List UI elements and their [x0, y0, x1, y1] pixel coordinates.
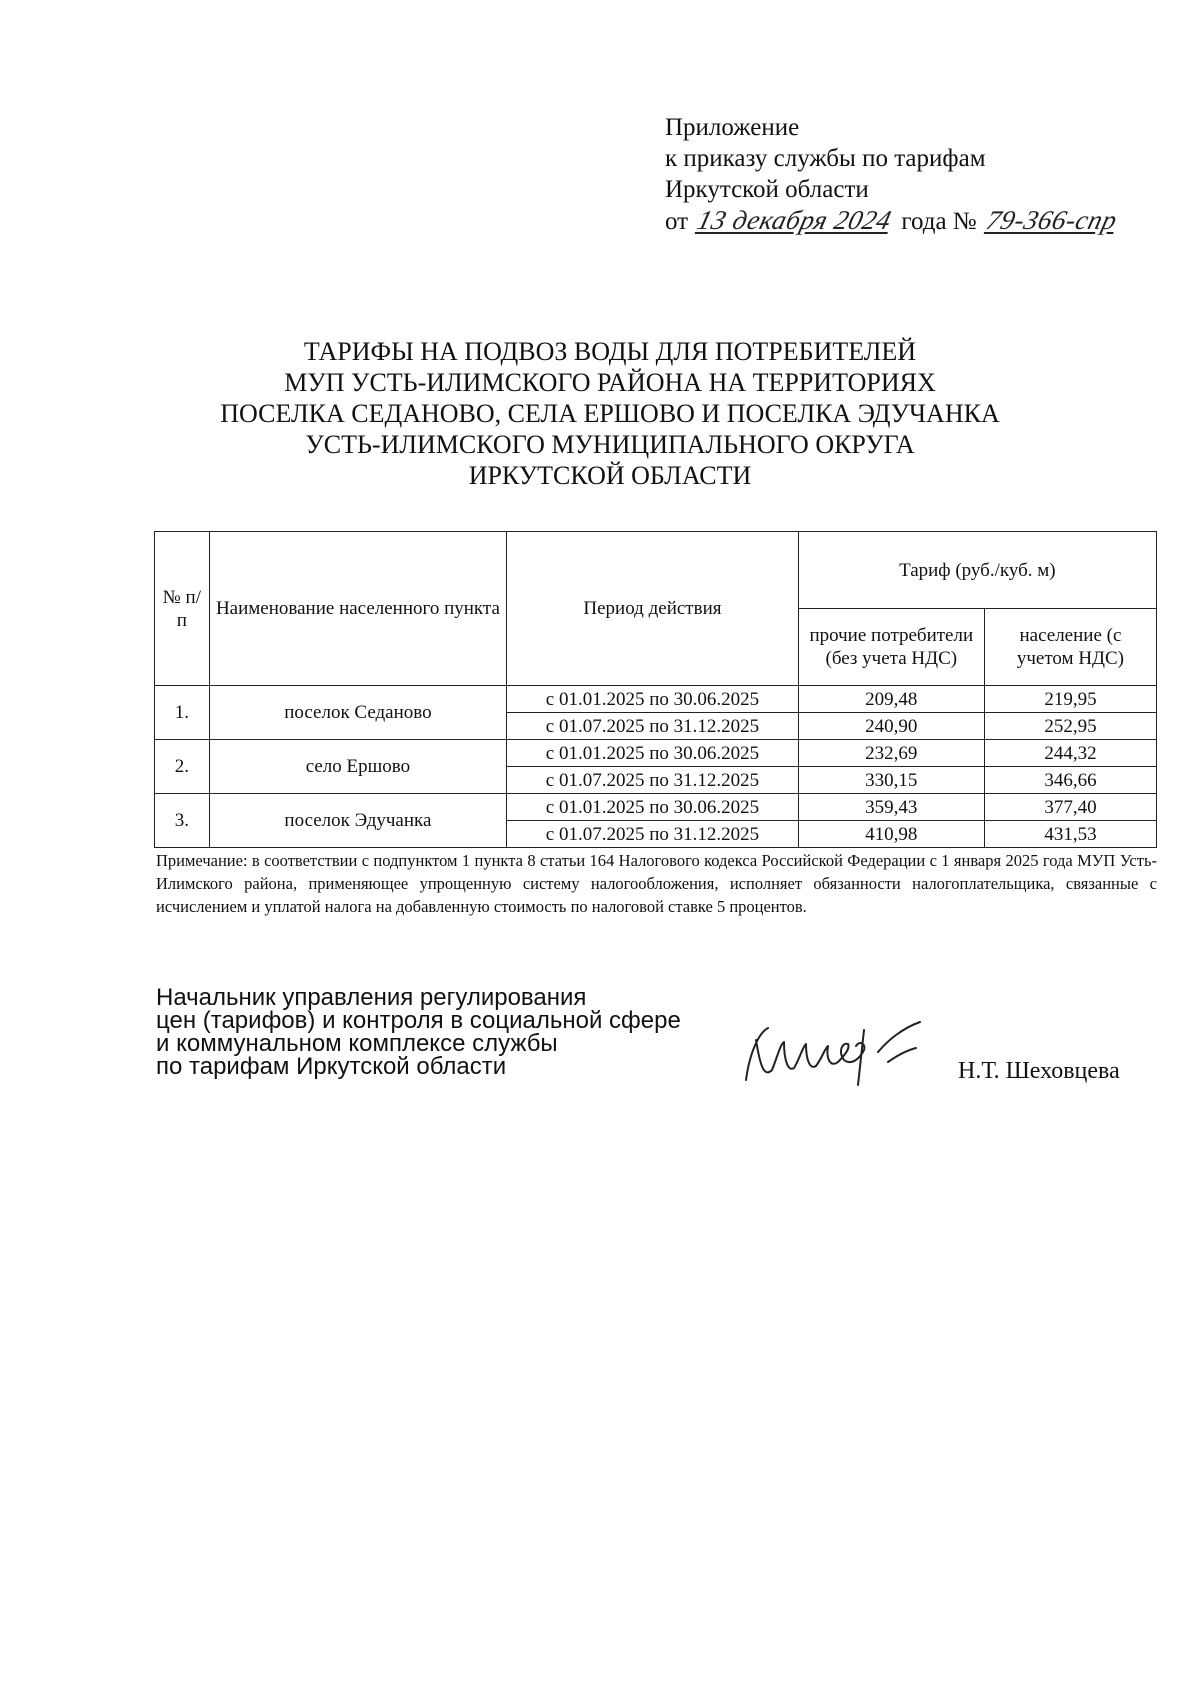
- title-line-1: ТАРИФЫ НА ПОДВОЗ ВОДЫ ДЛЯ ПОТРЕБИТЕЛЕЙ: [303, 337, 917, 366]
- row-num: 1.: [155, 686, 210, 740]
- row-period: с 01.01.2025 по 30.06.2025: [507, 740, 798, 767]
- year-word: года №: [901, 208, 977, 235]
- row-num: 3.: [155, 794, 210, 848]
- appendix-header: [665, 112, 1121, 237]
- header-period: Период действия: [507, 532, 798, 686]
- appendix-line-2: к приказу службы по тарифам: [665, 145, 986, 172]
- row-other-tariff: 330,15: [798, 767, 984, 794]
- row-other-tariff: 240,90: [798, 713, 984, 740]
- row-period: с 01.07.2025 по 31.12.2025: [507, 713, 798, 740]
- tariff-table: [154, 531, 1157, 848]
- header-name: Наименование населенного пункта: [209, 532, 507, 686]
- tariff-table-body: [155, 686, 1157, 848]
- position-line-2: цен (тарифов) и контроля в социальной сфере: [156, 1007, 681, 1034]
- row-name: село Ершово: [209, 740, 507, 794]
- table-row: [155, 686, 1157, 713]
- title-line-5: ИРКУТСКОЙ ОБЛАСТИ: [468, 461, 752, 490]
- header-population: население (с учетом НДС): [984, 609, 1156, 686]
- row-period: с 01.01.2025 по 30.06.2025: [507, 686, 798, 713]
- table-row: [155, 740, 1157, 767]
- header-tariff: Тариф (руб./куб. м): [798, 532, 1156, 609]
- header-num: № п/п: [155, 532, 210, 686]
- position-line-3: и коммунальном комплексе службы: [156, 1030, 558, 1057]
- header-other-consumers: прочие потребители (без учета НДС): [798, 609, 984, 686]
- row-population-tariff: 219,95: [984, 686, 1156, 713]
- handwritten-signature: [738, 1010, 948, 1090]
- tariff-table-header: [155, 532, 1157, 686]
- row-num: 2.: [155, 740, 210, 794]
- row-other-tariff: 232,69: [798, 740, 984, 767]
- position-line-1: Начальник управления регулирования: [156, 984, 587, 1011]
- row-period: с 01.07.2025 по 31.12.2025: [507, 767, 798, 794]
- table-row: [155, 794, 1157, 821]
- row-period: с 01.07.2025 по 31.12.2025: [507, 821, 798, 848]
- row-other-tariff: 359,43: [798, 794, 984, 821]
- position-line-4: по тарифам Иркутской области: [156, 1053, 507, 1080]
- title-line-4: УСТЬ-ИЛИМСКОГО МУНИЦИПАЛЬНОГО ОКРУГА: [305, 430, 915, 459]
- signer-name: Н.Т. Шеховцева: [958, 1058, 1120, 1084]
- from-prefix: от: [665, 208, 689, 235]
- row-population-tariff: 346,66: [984, 767, 1156, 794]
- row-other-tariff: 209,48: [798, 686, 984, 713]
- signature-block: [156, 986, 681, 1078]
- title-line-3: ПОСЕЛКА СЕДАНОВО, СЕЛА ЕРШОВО И ПОСЕЛКА ЭДУЧАНКА: [220, 399, 1000, 428]
- row-population-tariff: 252,95: [984, 713, 1156, 740]
- tax-note: Примечание: в соответствии с подпунктом 1 пункта 8 статьи 164 Налогового кодекса Российской Федерации с 1 января 2025 года МУП Усть-Илимского района, применяющее упрощенную систему налогообложения, исполняет обязанности налогоплательщика, связанные с исчислением и уплатой налога на добавленную стоимость по налоговой ставке 5 процентов.: [156, 851, 1157, 916]
- row-population-tariff: 431,53: [984, 821, 1156, 848]
- appendix-line-3: Иркутской области: [665, 176, 869, 203]
- handwritten-date: 13 декабря 2024: [694, 205, 895, 235]
- row-name: поселок Седаново: [209, 686, 507, 740]
- row-other-tariff: 410,98: [798, 821, 984, 848]
- row-period: с 01.01.2025 по 30.06.2025: [507, 794, 798, 821]
- document-title: [170, 336, 1050, 491]
- title-line-2: МУП УСТЬ-ИЛИМСКОГО РАЙОНА НА ТЕРРИТОРИЯХ: [284, 368, 936, 397]
- handwritten-order-number: 79-366-спр: [983, 205, 1121, 235]
- row-population-tariff: 377,40: [984, 794, 1156, 821]
- row-name: поселок Эдучанка: [209, 794, 507, 848]
- appendix-line-1: Приложение: [665, 114, 800, 141]
- row-population-tariff: 244,32: [984, 740, 1156, 767]
- appendix-order-line: [665, 205, 1121, 237]
